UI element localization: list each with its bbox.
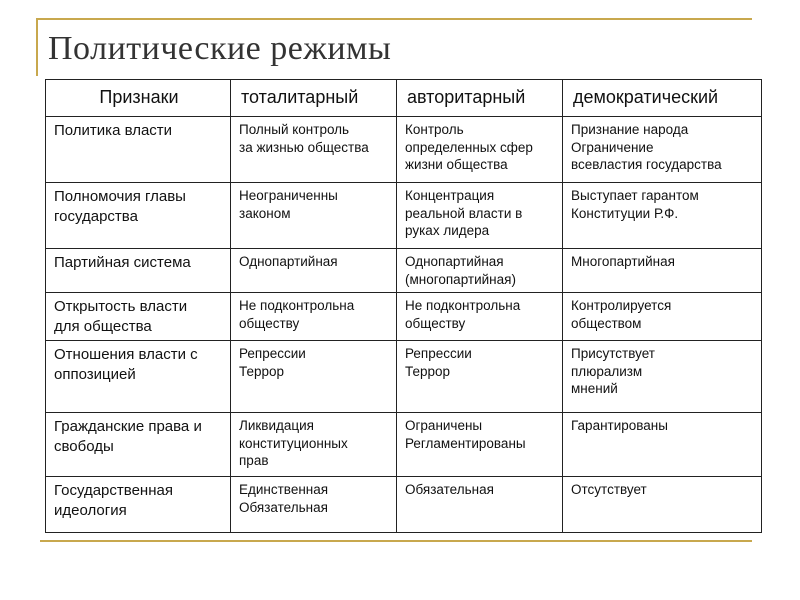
cell-line: конституционных <box>239 435 348 451</box>
cell-line: мнений <box>571 381 618 397</box>
cell-line: Партийная система <box>54 254 191 271</box>
cell-line: реальной власти в <box>405 205 523 221</box>
cell-line: Не подконтрольна <box>239 298 355 314</box>
cell-line: Полный контроль <box>239 122 350 137</box>
feature-cell <box>46 293 231 341</box>
cell-line: Однопартийная <box>239 254 338 269</box>
cell-line: Государственная <box>54 482 173 500</box>
totalitarian-cell <box>231 341 397 413</box>
cell-line: Террор <box>405 363 451 379</box>
cell-line: Гарантированы <box>571 418 668 434</box>
authoritarian-cell <box>397 117 563 183</box>
cell-line: Репрессии <box>239 346 306 362</box>
header-totalitarian: тоталитарный <box>231 80 397 117</box>
authoritarian-cell <box>397 477 563 533</box>
authoritarian-cell <box>397 249 563 293</box>
authoritarian-cell <box>397 413 563 477</box>
feature-cell <box>46 413 231 477</box>
cell-line: руках лидера <box>405 223 490 239</box>
cell-line: Гражданские права и <box>54 418 202 436</box>
cell-line: плюрализм <box>571 363 643 379</box>
democratic-cell <box>563 341 762 413</box>
cell-line: Политика власти <box>54 122 173 139</box>
cell-line: Неограниченны <box>239 188 338 203</box>
cell-line: свободы <box>54 437 114 455</box>
cell-line: за жизнью общества <box>239 139 369 155</box>
cell-line: Ограничение <box>571 139 654 155</box>
feature-cell <box>46 117 231 183</box>
cell-line: Многопартийная <box>571 254 675 269</box>
cell-line: Не подконтрольна <box>405 298 521 314</box>
cell-line: (многопартийная) <box>405 271 516 287</box>
table-row <box>46 477 762 533</box>
cell-line: Концентрация <box>405 188 495 203</box>
cell-line: Отсутствует <box>571 482 647 498</box>
cell-line: Выступает гарантом <box>571 188 699 203</box>
democratic-cell <box>563 413 762 477</box>
totalitarian-cell <box>231 413 397 477</box>
header-features: Признаки <box>46 80 231 117</box>
regimes-table <box>45 79 762 533</box>
header-row <box>46 80 762 117</box>
authoritarian-cell <box>397 293 563 341</box>
cell-line: государства <box>54 207 138 225</box>
cell-line: Обязательная <box>405 482 494 498</box>
totalitarian-cell <box>231 477 397 533</box>
bottom-rule <box>40 540 752 542</box>
cell-line: Репрессии <box>405 346 472 362</box>
cell-line: жизни общества <box>405 157 508 173</box>
democratic-cell <box>563 249 762 293</box>
democratic-cell <box>563 117 762 183</box>
cell-line: Контролируется <box>571 298 672 314</box>
page-title: Политические режимы <box>48 30 392 67</box>
cell-line: Отношения власти с <box>54 346 198 364</box>
cell-line: Полномочия главы <box>54 188 186 205</box>
cell-line: идеология <box>54 501 127 519</box>
cell-line: всевластия государства <box>571 157 722 173</box>
table-row <box>46 293 762 341</box>
democratic-cell <box>563 183 762 249</box>
header-democratic: демократический <box>563 80 762 117</box>
democratic-cell <box>563 293 762 341</box>
feature-cell <box>46 183 231 249</box>
cell-line: Ограничены <box>405 418 483 434</box>
feature-cell <box>46 249 231 293</box>
table-row <box>46 117 762 183</box>
cell-line: определенных сфер <box>405 139 533 155</box>
cell-line: Единственная <box>239 482 329 498</box>
democratic-cell <box>563 477 762 533</box>
cell-line: законом <box>239 205 291 221</box>
cell-line: Террор <box>239 363 285 379</box>
cell-line: Признание народа <box>571 122 689 137</box>
table-row <box>46 249 762 293</box>
feature-cell <box>46 477 231 533</box>
cell-line: Регламентированы <box>405 435 526 451</box>
left-rule <box>36 18 38 76</box>
cell-line: Контроль <box>405 122 464 137</box>
cell-line: Обязательная <box>239 499 328 515</box>
feature-cell <box>46 341 231 413</box>
cell-line: Конституции Р.Ф. <box>571 205 679 221</box>
cell-line: Ликвидация <box>239 418 314 434</box>
cell-line: обществом <box>571 315 642 331</box>
cell-line: Открытость власти <box>54 298 188 316</box>
table-row <box>46 341 762 413</box>
authoritarian-cell <box>397 341 563 413</box>
cell-line: обществу <box>405 315 466 331</box>
header-authoritarian: авторитарный <box>397 80 563 117</box>
cell-line: обществу <box>239 315 300 331</box>
totalitarian-cell <box>231 183 397 249</box>
totalitarian-cell <box>231 293 397 341</box>
cell-line: оппозицией <box>54 365 136 383</box>
table-row <box>46 183 762 249</box>
cell-line: Присутствует <box>571 346 655 362</box>
authoritarian-cell <box>397 183 563 249</box>
cell-line: прав <box>239 453 269 469</box>
table-row <box>46 413 762 477</box>
top-rule <box>36 18 752 20</box>
cell-line: для общества <box>54 317 152 335</box>
totalitarian-cell <box>231 249 397 293</box>
cell-line: Однопартийная <box>405 254 504 269</box>
totalitarian-cell <box>231 117 397 183</box>
table-body <box>46 117 762 533</box>
